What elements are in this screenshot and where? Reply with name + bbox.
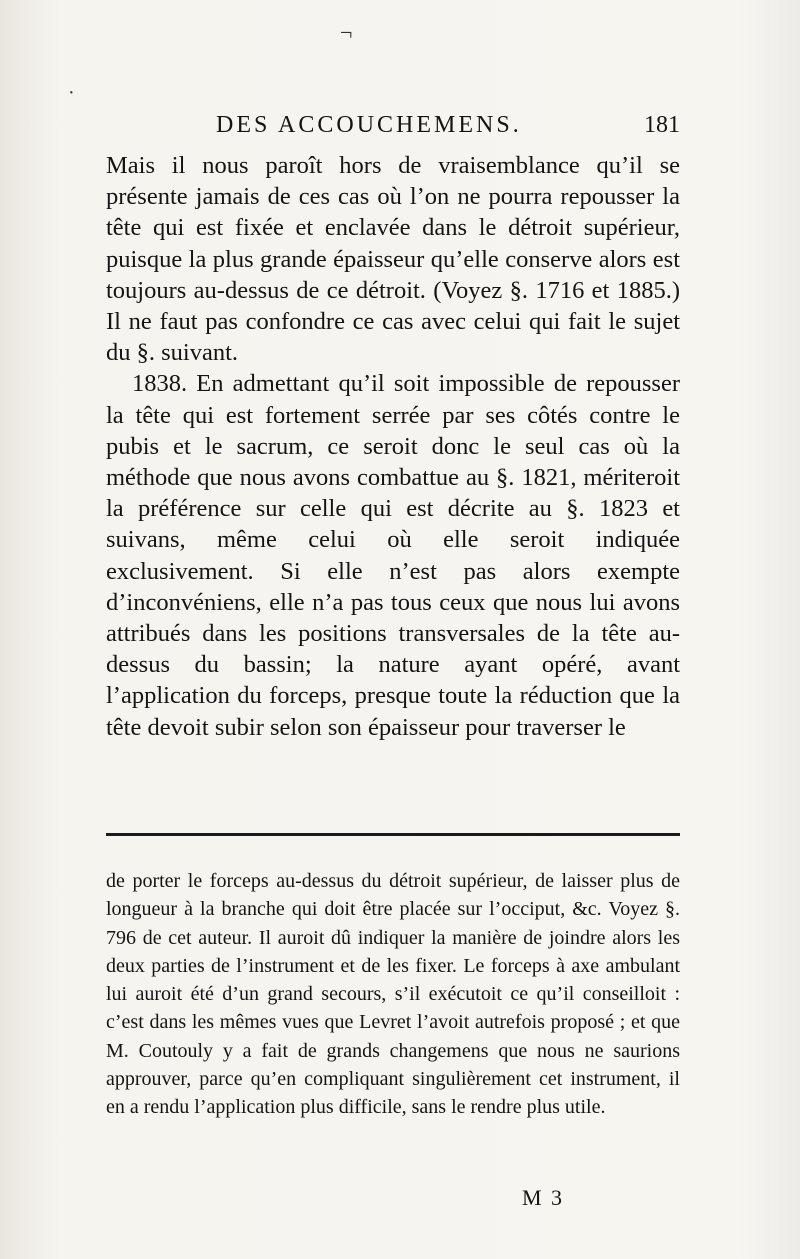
signature-mark: M 3: [522, 1185, 565, 1210]
running-head: DES ACCOUCHEMENS.: [216, 112, 522, 138]
paragraph: Mais il nous paroît hors de vraisemblance qu’il se présente jamais de ces cas où l’on ne pourra repousser la tête qui est fixée et enclavée dans le détroit supérieur, puisque la plus grande épaisseur qu’elle conserve alors est toujours au-dessus de ce détroit. (Voyez §. 1716 et 1885.) Il ne faut pas confondre ce cas avec celui qui fait le sujet du §. suivant.: [106, 152, 680, 367]
page-number: 181: [644, 112, 680, 138]
footnote-text: de porter le forceps au-dessus du détroit supérieur, de laisser plus de longueur à la branche qui doit être placée sur l’occiput, &c. Voyez §. 796 de cet auteur. Il auroit dû indiquer la manière de joindre alors les deux parties de l’instrument et de les fixer. Le forceps à axe ambulant lui auroit été d’un grand secours, s’il exécutoit ce qu’il conseilloit : c’est dans les mêmes vues que Levret l’avoit autrefois proposé ; et que M. Coutouly y a fait de grands changemens que nous ne saurions approuver, parce qu’en compliquant singulièrement cet instrument, il en a rendu l’application plus difficile, sans le rendre plus utile.: [106, 870, 680, 1119]
paragraph: 1838. En admettant qu’il soit impossible de repousser la tête qui est fortement serrée par ses côtés contre le pubis et le sacrum, ce seroit donc le seul cas où la méthode que nous avons combattue au §. 1821, mériteroit la préférence sur celle qui est décrite au §. 1823 et suivans, même celui où elle seroit indiquée exclusivement. Si elle n’est pas alors exempte d’inconvéniens, elle n’a pas tous ceux que nous lui avons attribués dans les positions transversales de la tête au-dessus du bassin; la nature ayant opéré, avant l’application du forceps, presque toute la réduction que la tête devoit subir selon son épaisseur pour traverser le: [106, 370, 680, 741]
main-text: [106, 150, 680, 743]
left-margin-mark: ·: [68, 82, 75, 104]
footnote: [106, 867, 680, 1122]
top-margin-mark: ¬: [340, 20, 353, 45]
footnote-divider: [106, 833, 680, 836]
page-header: [106, 112, 680, 144]
